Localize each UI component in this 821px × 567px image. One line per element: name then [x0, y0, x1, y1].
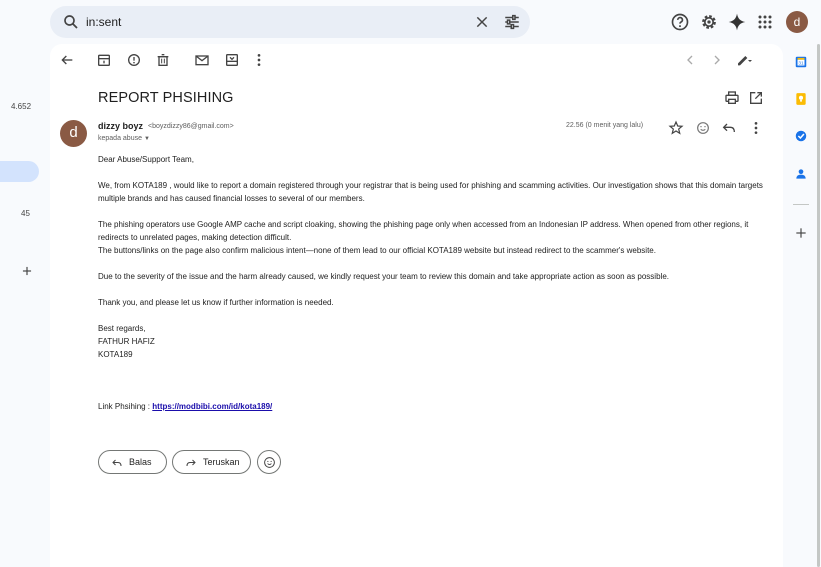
signature-closing: Best regards, — [98, 324, 146, 333]
email-paragraph-2b: The buttons/links on the page also confirm malicious intent—none of them lead to our official KOTA189 website but instead redirect to the scammer's website. — [98, 246, 656, 255]
emoji-reaction-button[interactable] — [257, 450, 281, 474]
forward-button[interactable] — [172, 450, 251, 474]
signature-company: KOTA189 — [98, 350, 133, 359]
inbox-count: 4.652 — [11, 102, 32, 111]
calendar-icon[interactable] — [794, 55, 808, 69]
gemini-sparkle-icon[interactable] — [727, 12, 747, 32]
more-options-icon[interactable] — [251, 52, 267, 68]
mark-unread-icon[interactable] — [194, 52, 210, 68]
print-icon[interactable] — [724, 90, 740, 106]
pen-dropdown-icon[interactable] — [736, 52, 752, 68]
delete-icon[interactable] — [155, 52, 171, 68]
create-label-plus-icon[interactable] — [20, 264, 34, 278]
label-count: 45 — [21, 209, 30, 218]
phishing-link-line — [98, 400, 768, 413]
email-greeting: Dear Abuse/Support Team, — [98, 155, 194, 164]
star-icon[interactable] — [668, 120, 684, 136]
recipient-label: kepada abuse — [98, 135, 142, 142]
email-paragraph-2a: The phishing operators use Google AMP cache and script cloaking, showing the phishing page only when accessed from an Indonesian IP address. When opened from other regions, it redirects to unrelated pages, making detection difficult. — [98, 220, 749, 242]
report-spam-icon[interactable] — [126, 52, 142, 68]
sender-avatar[interactable]: d — [60, 120, 87, 147]
svg-text:31: 31 — [798, 60, 804, 66]
back-arrow-icon[interactable] — [59, 52, 75, 68]
phishing-link-label: Link Phsihing : — [98, 402, 153, 411]
sender-name[interactable]: dizzy boyz — [98, 121, 144, 131]
get-addons-plus-icon[interactable] — [794, 226, 808, 240]
tasks-icon[interactable] — [794, 129, 808, 143]
email-paragraph-3: Due to the severity of the issue and the harm already caused, we kindly request your team to review this domain and take appropriate action as soon as possible. — [98, 272, 669, 281]
older-chevron-right-icon[interactable] — [709, 52, 725, 68]
apps-grid-icon[interactable] — [755, 12, 775, 32]
recipient-dropdown-icon[interactable]: ▼ — [143, 136, 150, 142]
archive-icon[interactable] — [96, 52, 112, 68]
email-timestamp: 22.56 (0 menit yang lalu) — [566, 122, 644, 129]
newer-chevron-left-icon[interactable] — [682, 52, 698, 68]
email-subject: REPORT PHSIHING — [98, 90, 234, 106]
forward-button-label: Teruskan — [203, 457, 240, 467]
contacts-icon[interactable] — [794, 167, 808, 181]
recipient-details[interactable] — [98, 135, 150, 142]
reply-icon[interactable] — [721, 120, 737, 136]
reply-button[interactable] — [98, 450, 167, 474]
reply-button-label: Balas — [129, 457, 152, 467]
settings-gear-icon[interactable] — [699, 12, 719, 32]
email-paragraph-4: Thank you, and please let us know if further information is needed. — [98, 298, 334, 307]
help-icon[interactable] — [670, 12, 690, 32]
keep-notes-icon[interactable] — [794, 92, 808, 106]
emoji-reaction-icon[interactable] — [695, 120, 711, 136]
reply-arrow-icon — [111, 457, 123, 469]
email-paragraph-1: We, from KOTA189 , would like to report a domain registered through your registrar that is being used for phishing and scamming activities. Our investigation shows that this domain targets multiple brands and has caused financial losses to several of our members. — [98, 181, 763, 203]
active-nav-item[interactable] — [0, 161, 39, 182]
sender-email: <boyzdizzy86@gmail.com> — [148, 123, 234, 130]
smiley-icon — [263, 456, 276, 469]
email-view — [50, 44, 783, 567]
forward-arrow-icon — [185, 457, 197, 469]
signature-name: FATHUR HAFIZ — [98, 337, 155, 346]
account-avatar[interactable]: d — [786, 11, 808, 33]
move-to-icon[interactable] — [224, 52, 240, 68]
right-rail-divider — [793, 204, 809, 205]
scrollbar-thumb[interactable] — [817, 44, 820, 567]
phishing-link[interactable]: https://modbibi.com/id/kota189/ — [152, 402, 273, 411]
open-new-window-icon[interactable] — [748, 90, 764, 106]
message-more-icon[interactable] — [748, 120, 764, 136]
